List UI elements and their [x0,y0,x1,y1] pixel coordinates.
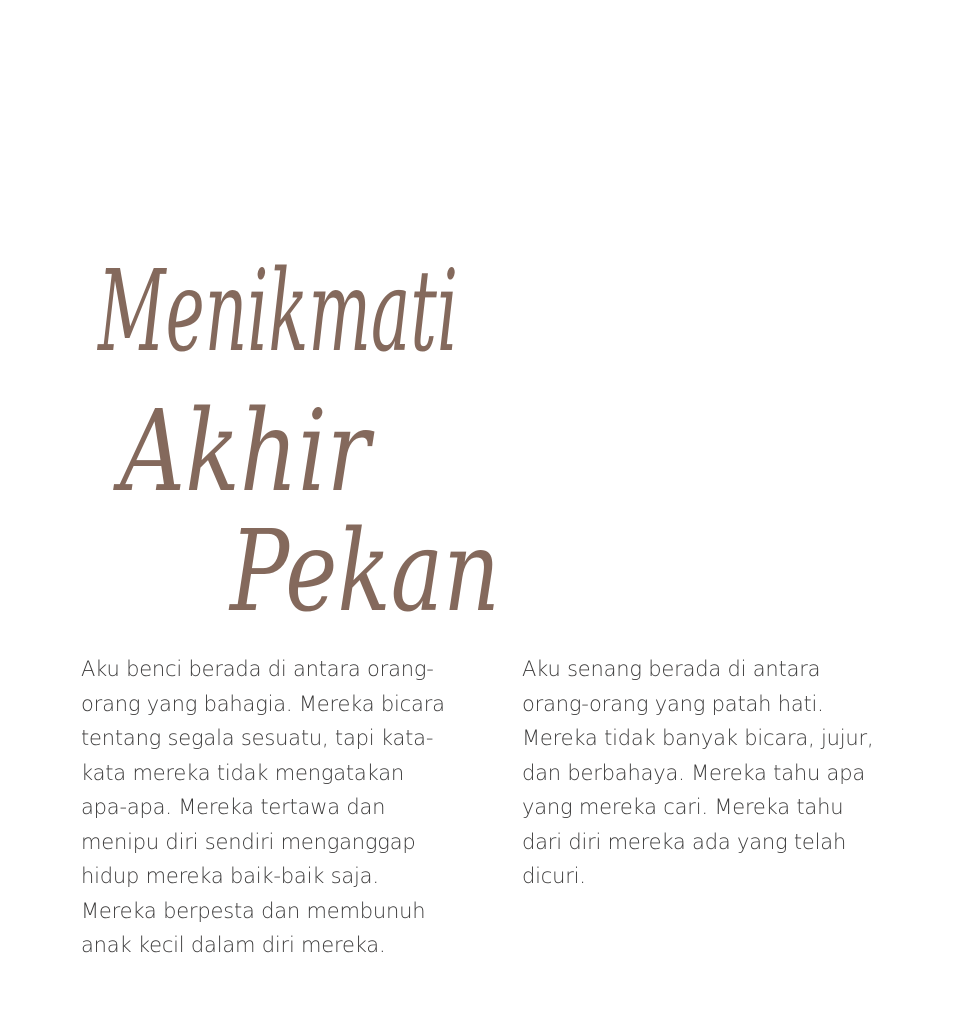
title-line-3: Pekan [228,507,501,637]
paragraph-right: Aku senang berada di antara orang-orang yang patah hati. Mereka tidak banyak bicara, jujur, dan berbahaya. Mereka tahu apa yang mereka cari. Mereka tahu dari diri mereka ada yang telah dicuri. [522,657,874,888]
title-line-1: Menikmati [96,247,459,377]
paragraph-left: Aku benci berada di antara orang- orang yang bahagia. Mereka bicara tentang segala sesuatu, tapi kata- kata mereka tidak mengatakan apa-apa. Mereka tertawa dan menipu diri sendiri menganggap hidup mereka baik-baik saja. Mereka berpesta dan membunuh anak kecil dalam diri mereka. [81,657,445,957]
title-lettering [90,200,530,640]
handwritten-title [90,200,530,640]
title-line-2: Akhir [112,387,376,517]
